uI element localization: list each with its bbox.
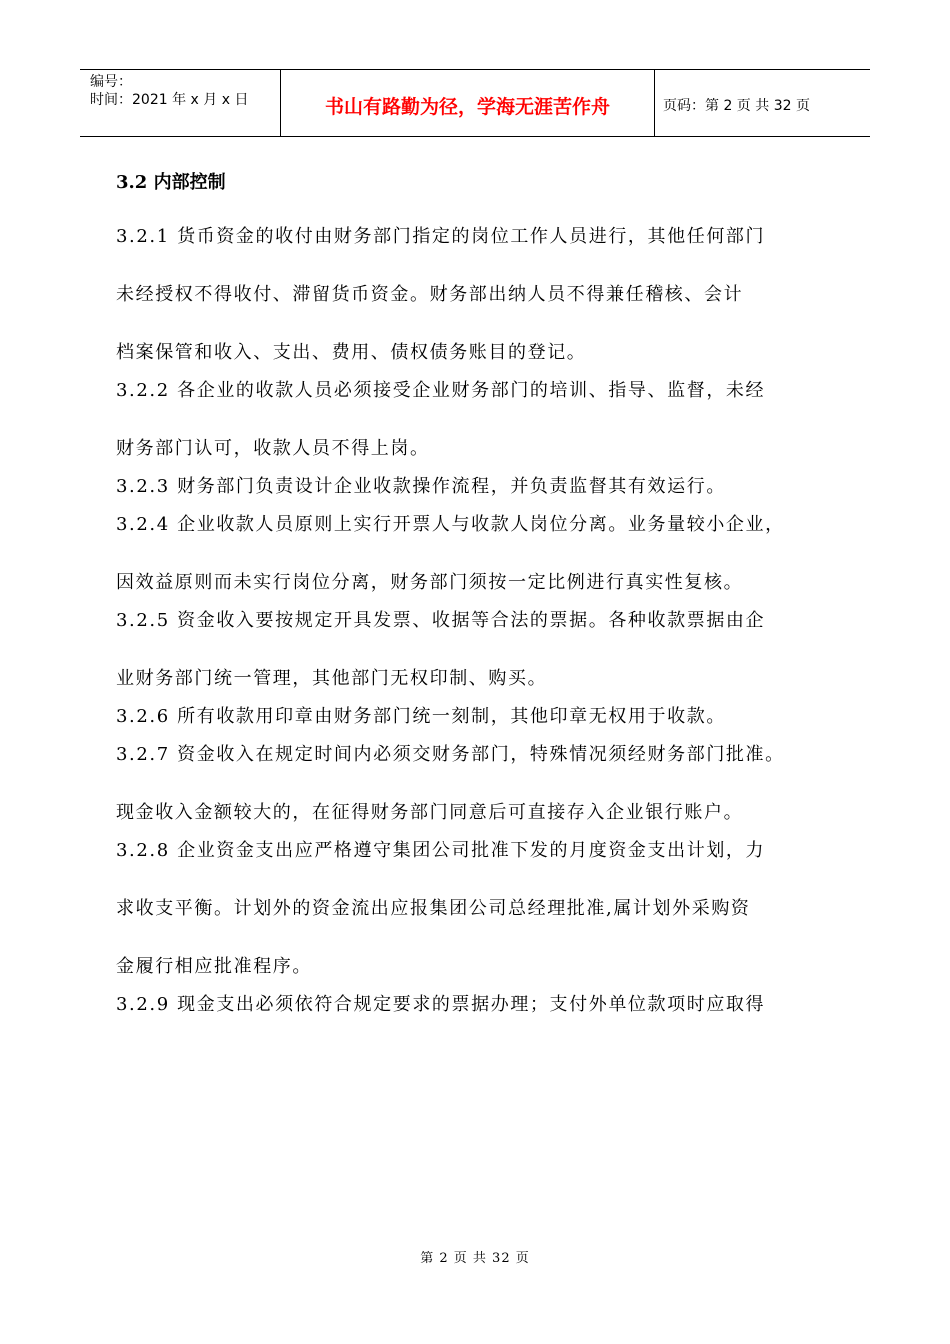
page-header	[80, 69, 870, 137]
header-meta	[80, 70, 281, 136]
paragraph-list	[116, 222, 856, 1020]
paragraph-line: 金履行相应批准程序。	[116, 956, 312, 977]
paragraph	[116, 222, 856, 368]
page-info-text: 页码：第 2 页 共 32 页	[663, 98, 810, 114]
paragraph	[116, 836, 856, 982]
document-number-label: 编号：	[90, 74, 132, 90]
paragraph-line: 3.2.7 资金收入在规定时间内必须交财务部门，特殊情况须经财务部门批准。	[116, 744, 785, 765]
paragraph	[116, 472, 856, 502]
paragraph-line: 业财务部门统一管理，其他部门无权印制、购买。	[116, 668, 548, 689]
document-date: 时间：2021 年 x 月 x 日	[90, 92, 249, 108]
paragraph-line: 3.2.5 资金收入要按规定开具发票、收据等合法的票据。各种收款票据由企	[116, 610, 766, 631]
paragraph-line: 未经授权不得收付、滞留货币资金。财务部出纳人员不得兼任稽核、会计	[116, 284, 744, 305]
paragraph	[116, 376, 856, 464]
paragraph-line: 3.2.9 现金支出必须依符合规定要求的票据办理；支付外单位款项时应取得	[116, 994, 766, 1015]
paragraph	[116, 990, 856, 1020]
paragraph-line: 3.2.4 企业收款人员原则上实行开票人与收款人岗位分离。业务量较小企业，	[116, 514, 785, 535]
motto-text: 书山有路勤为径，学海无涯苦作舟	[324, 95, 610, 118]
paragraph-line: 3.2.3 财务部门负责设计企业收款操作流程，并负责监督其有效运行。	[116, 476, 726, 497]
header-page-info	[655, 70, 870, 136]
paragraph-line: 财务部门认可，收款人员不得上岗。	[116, 438, 430, 459]
header-motto	[281, 70, 655, 136]
paragraph-line: 3.2.1 货币资金的收付由财务部门指定的岗位工作人员进行，其他任何部门	[116, 226, 766, 247]
paragraph-line: 3.2.6 所有收款用印章由财务部门统一刻制，其他印章无权用于收款。	[116, 706, 726, 727]
paragraph-line: 因效益原则而未实行岗位分离，财务部门须按一定比例进行真实性复核。	[116, 572, 744, 593]
section-title: 3.2 内部控制	[116, 172, 226, 193]
paragraph	[116, 606, 856, 694]
paragraph-line: 档案保管和收入、支出、费用、债权债务账目的登记。	[116, 342, 587, 363]
paragraph-line: 求收支平衡。计划外的资金流出应报集团公司总经理批准,属计划外采购资	[116, 898, 751, 919]
paragraph-line: 3.2.8 企业资金支出应严格遵守集团公司批准下发的月度资金支出计划，力	[116, 840, 766, 861]
paragraph	[116, 740, 856, 828]
paragraph	[116, 702, 856, 732]
paragraph-line: 3.2.2 各企业的收款人员必须接受企业财务部门的培训、指导、监督，未经	[116, 380, 766, 401]
document-body	[116, 168, 856, 1028]
paragraph-line: 现金收入金额较大的，在征得财务部门同意后可直接存入企业银行账户。	[116, 802, 744, 823]
paragraph	[116, 510, 856, 598]
page-footer: 第 2 页 共 32 页	[420, 1251, 530, 1266]
